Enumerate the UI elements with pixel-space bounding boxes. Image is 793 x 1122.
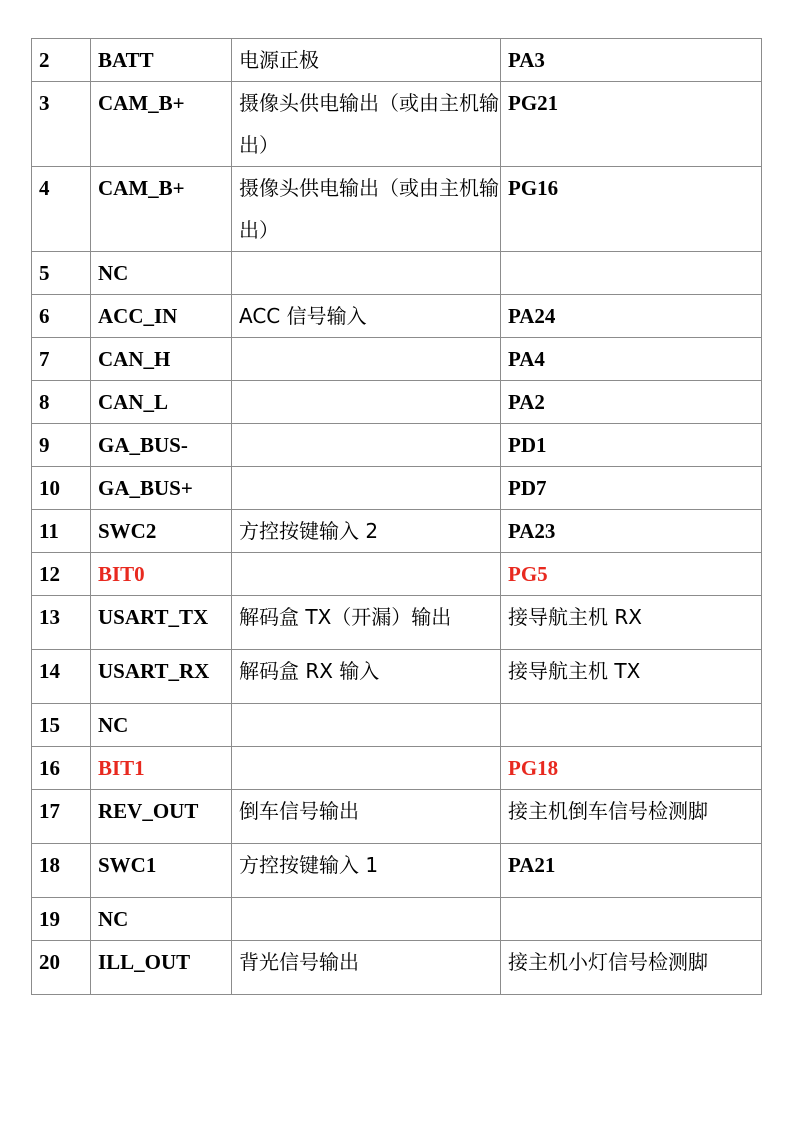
- signal-name: CAN_L: [91, 381, 232, 424]
- pin-number: 14: [32, 650, 91, 704]
- signal-description: [232, 338, 501, 381]
- table-row: [32, 467, 762, 510]
- pin-mapping: PG16: [501, 167, 762, 252]
- table-row: [32, 167, 762, 252]
- pin-mapping: PA3: [501, 39, 762, 82]
- signal-description: 方控按键输入 2: [232, 510, 501, 553]
- pin-mapping: [501, 704, 762, 747]
- signal-name: GA_BUS-: [91, 424, 232, 467]
- signal-name-highlighted: BIT0: [91, 553, 232, 596]
- signal-name: ILL_OUT: [91, 941, 232, 995]
- pin-mapping: PA21: [501, 844, 762, 898]
- signal-description: [232, 252, 501, 295]
- signal-name: NC: [91, 252, 232, 295]
- pin-mapping: PA2: [501, 381, 762, 424]
- signal-description: [232, 704, 501, 747]
- signal-name: USART_RX: [91, 650, 232, 704]
- pin-number: 5: [32, 252, 91, 295]
- pin-number: 20: [32, 941, 91, 995]
- signal-description: [232, 747, 501, 790]
- pin-mapping: [501, 898, 762, 941]
- signal-description: 方控按键输入 1: [232, 844, 501, 898]
- table-row: [32, 898, 762, 941]
- signal-description: 解码盒 TX（开漏）输出: [232, 596, 501, 650]
- table-row: [32, 844, 762, 898]
- signal-description: 倒车信号输出: [232, 790, 501, 844]
- pin-number: 19: [32, 898, 91, 941]
- table-row: [32, 941, 762, 995]
- pin-number: 10: [32, 467, 91, 510]
- pin-mapping: [501, 252, 762, 295]
- pin-number: 15: [32, 704, 91, 747]
- pin-number: 7: [32, 338, 91, 381]
- table-row: [32, 424, 762, 467]
- table-row: [32, 650, 762, 704]
- pin-mapping: PD1: [501, 424, 762, 467]
- pin-number: 3: [32, 82, 91, 167]
- table-row: [32, 790, 762, 844]
- pin-number: 4: [32, 167, 91, 252]
- pin-mapping: PA24: [501, 295, 762, 338]
- table-row: [32, 39, 762, 82]
- pin-number: 17: [32, 790, 91, 844]
- signal-name: ACC_IN: [91, 295, 232, 338]
- table-row: [32, 338, 762, 381]
- pin-number: 2: [32, 39, 91, 82]
- signal-description: 摄像头供电输出（或由主机输出）: [232, 167, 501, 252]
- pin-number: 12: [32, 553, 91, 596]
- signal-description: [232, 467, 501, 510]
- pin-mapping: PA4: [501, 338, 762, 381]
- pin-mapping-highlighted: PG18: [501, 747, 762, 790]
- pin-number: 9: [32, 424, 91, 467]
- table-row: [32, 704, 762, 747]
- table-row: [32, 252, 762, 295]
- table-row: [32, 747, 762, 790]
- pin-mapping: 接主机倒车信号检测脚: [501, 790, 762, 844]
- pin-mapping: PA23: [501, 510, 762, 553]
- pin-mapping: 接导航主机 TX: [501, 650, 762, 704]
- pin-mapping: PD7: [501, 467, 762, 510]
- signal-description: 摄像头供电输出（或由主机输出）: [232, 82, 501, 167]
- table-row: [32, 381, 762, 424]
- signal-name: NC: [91, 704, 232, 747]
- signal-name: BATT: [91, 39, 232, 82]
- signal-description: [232, 898, 501, 941]
- pin-mapping: PG21: [501, 82, 762, 167]
- signal-name: CAN_H: [91, 338, 232, 381]
- pin-mapping-highlighted: PG5: [501, 553, 762, 596]
- signal-description: [232, 424, 501, 467]
- table-row: [32, 596, 762, 650]
- pin-number: 18: [32, 844, 91, 898]
- pin-number: 6: [32, 295, 91, 338]
- signal-name: USART_TX: [91, 596, 232, 650]
- signal-name: REV_OUT: [91, 790, 232, 844]
- signal-name: NC: [91, 898, 232, 941]
- pin-mapping: 接主机小灯信号检测脚: [501, 941, 762, 995]
- table-row: [32, 553, 762, 596]
- pin-definition-table: [31, 38, 762, 995]
- signal-name: SWC2: [91, 510, 232, 553]
- signal-name-highlighted: BIT1: [91, 747, 232, 790]
- signal-description: [232, 553, 501, 596]
- table-row: [32, 82, 762, 167]
- signal-name: CAM_B+: [91, 167, 232, 252]
- signal-name: CAM_B+: [91, 82, 232, 167]
- table-row: [32, 510, 762, 553]
- signal-description: 背光信号输出: [232, 941, 501, 995]
- signal-name: GA_BUS+: [91, 467, 232, 510]
- pin-mapping: 接导航主机 RX: [501, 596, 762, 650]
- signal-description: [232, 381, 501, 424]
- signal-description: ACC 信号输入: [232, 295, 501, 338]
- signal-description: 解码盒 RX 输入: [232, 650, 501, 704]
- pin-number: 16: [32, 747, 91, 790]
- table-row: [32, 295, 762, 338]
- pin-number: 11: [32, 510, 91, 553]
- pin-number: 8: [32, 381, 91, 424]
- signal-name: SWC1: [91, 844, 232, 898]
- pin-number: 13: [32, 596, 91, 650]
- signal-description: 电源正极: [232, 39, 501, 82]
